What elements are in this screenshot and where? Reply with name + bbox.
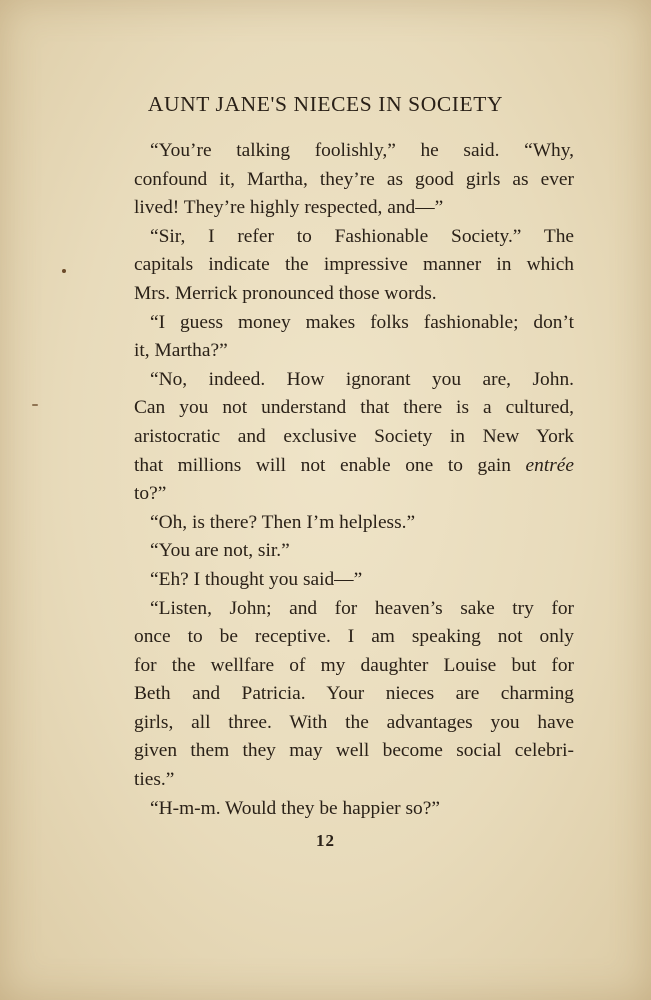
text-line: “You’re talking foolishly,” he said. “Why,: [150, 140, 574, 161]
paper-speck: [62, 269, 66, 273]
running-head: AUNT JANE'S NIECES IN SOCIETY: [147, 92, 504, 116]
text-line: Can you not understand that there is a cultured,: [134, 397, 574, 419]
text-line: aristocratic and exclusive Society in New York: [134, 425, 574, 447]
text-line: Mrs. Merrick pronounced those words.: [134, 282, 437, 304]
text-line: once to be receptive. I am speaking not only: [134, 626, 574, 648]
text-line: “H-m-m. Would they be happier so?”: [150, 797, 440, 819]
text-line: “Eh? I thought you said—”: [150, 568, 363, 590]
text-line: it, Martha?”: [134, 340, 228, 362]
text-line-with-italic: [134, 452, 574, 481]
text-line: “Oh, is there? Then I’m helpless.”: [150, 511, 416, 533]
text-line: capitals indicate the impressive manner in which: [134, 254, 574, 276]
text-line: “I guess money makes folks fashionable; don’t: [150, 311, 574, 333]
text-line: girls, all three. With the advantages you have: [134, 711, 574, 733]
italic-word: entrée: [525, 454, 574, 476]
text-line: confound it, Martha, they’re as good girls as ever: [134, 168, 574, 190]
text-line: for the wellfare of my daughter Louise but for: [134, 654, 574, 676]
text-line: “You are not, sir.”: [150, 540, 290, 562]
paper-speck: [32, 404, 38, 406]
text-line: lived! They’re highly respected, and—”: [134, 197, 444, 219]
text-line: given them they may well become social celebri-: [134, 740, 574, 762]
body-text: [134, 137, 574, 823]
text-line: to?”: [134, 483, 167, 505]
text-line-part: that millions will not enable one to gain: [134, 454, 511, 476]
text-line: “No, indeed. How ignorant you are, John.: [150, 368, 574, 390]
page-number: 12: [316, 831, 335, 850]
text-line: “Listen, John; and for heaven’s sake try for: [150, 597, 574, 619]
text-line: ties.”: [134, 769, 175, 791]
text-line: “Sir, I refer to Fashionable Society.” The: [150, 225, 574, 247]
text-line: Beth and Patricia. Your nieces are charming: [134, 683, 574, 705]
